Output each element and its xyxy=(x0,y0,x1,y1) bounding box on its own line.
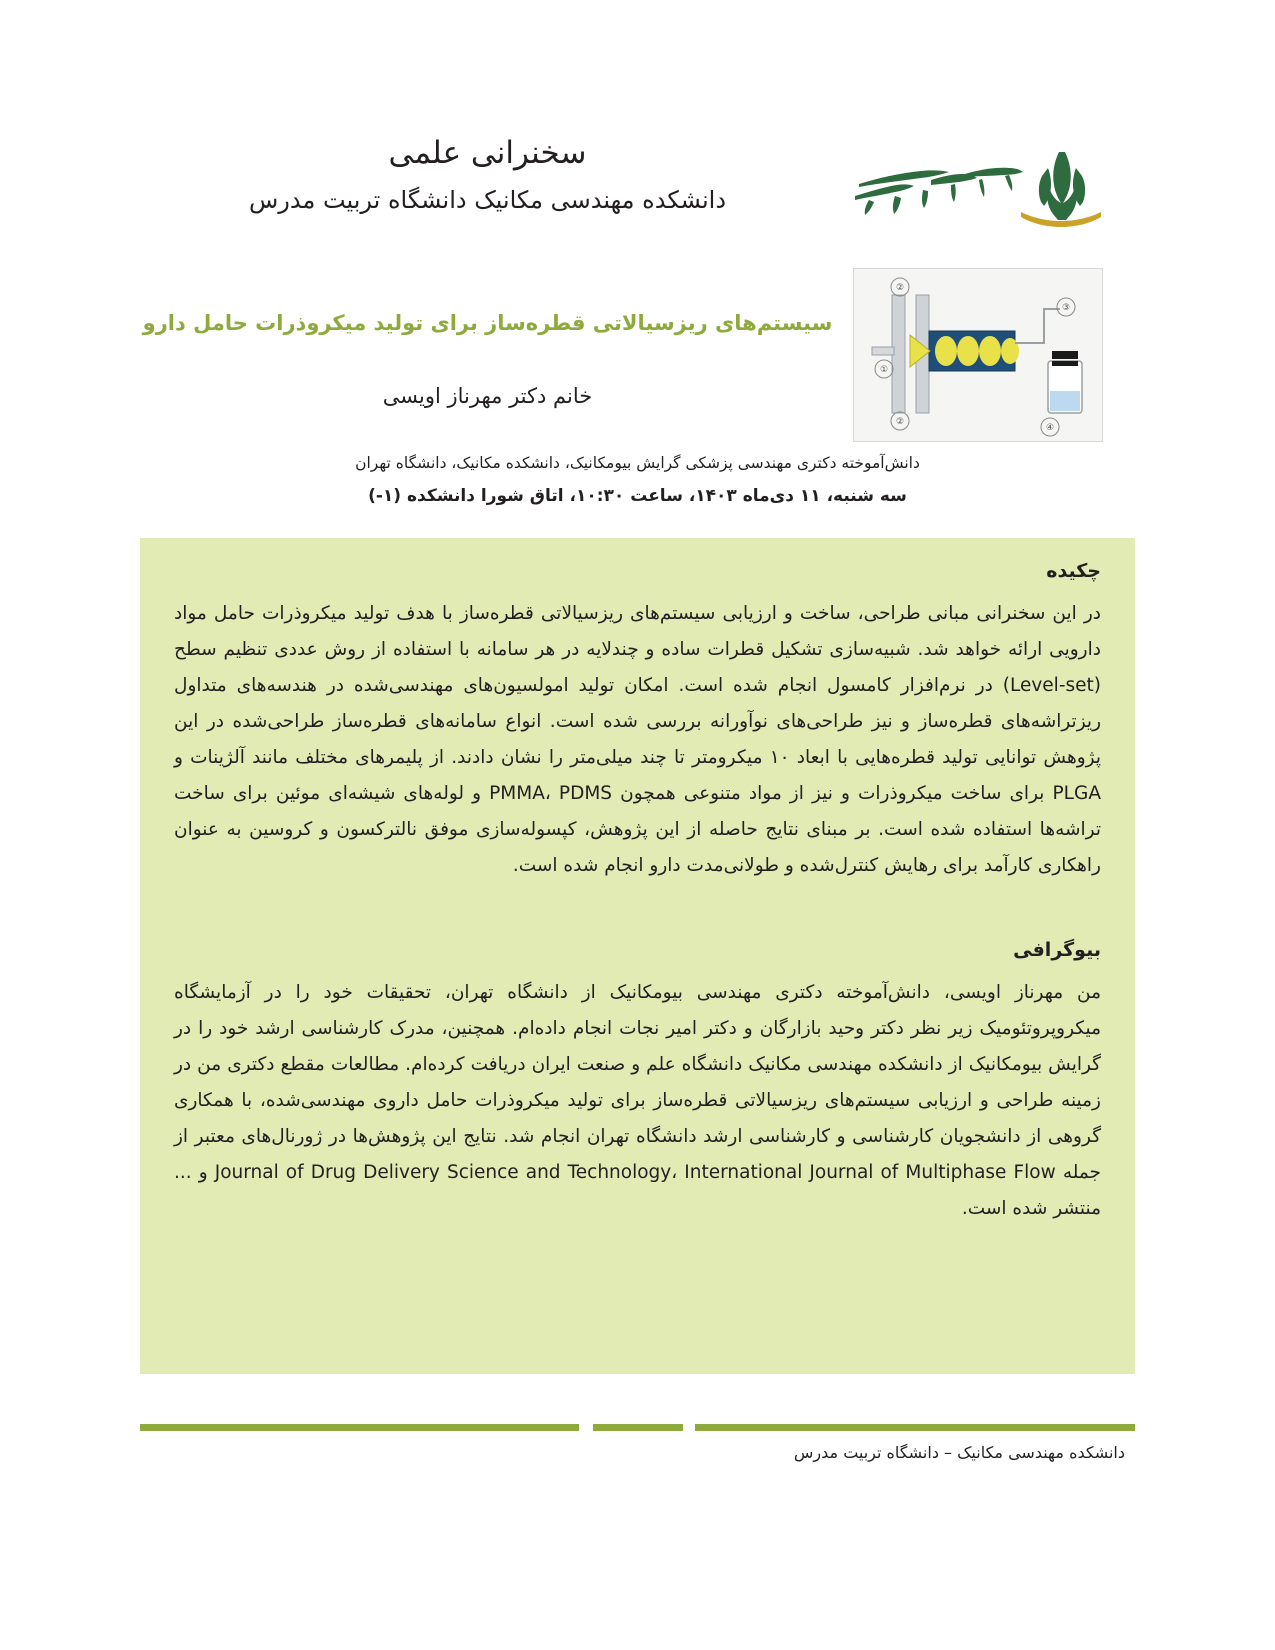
speaker-name: خانم دکتر مهرناز اویسی xyxy=(382,383,593,408)
lecture-info xyxy=(140,308,835,408)
microfluidic-device-figure xyxy=(853,268,1103,442)
content-panel xyxy=(140,538,1135,1374)
bio-heading: بیوگرافی xyxy=(1013,938,1101,961)
abstract-heading: چکیده xyxy=(1046,560,1101,582)
event-datetime: سه شنبه، ۱۱ دی‌ماه ۱۴۰۳، ساعت ۱۰:۳۰، اتاق شورا دانشکده (۱-) xyxy=(368,486,907,506)
abstract-text: در این سخنرانی مبانی طراحی، ساخت و ارزیابی سیستم‌های ریزسیالاتی قطره‌ساز با هدف تولید میکروذرات حامل مواد دارویی ارائه خواهد شد. شبیه‌سازی تشکیل قطرات ساده و چندلایه در هر سامانه با استفاده از روش عددی تنظیم سطح (Level-set) در نرم‌افزار کامسول انجام شده است. امکان تولید امولسیون‌های مهندسی‌شده در هندسه‌های متداول ریزتراشه‌های قطره‌ساز و نیز طراحی‌های نوآورانه بررسی شده است. انواع سامانه‌های قطره‌ساز طراحی‌شده در این پژوهش توانایی تولید قطره‌هایی با ابعاد ۱۰ میکرومتر تا چند میلی‌متر را نشان دادند. از پلیمرهای مختلف مانند آلژینات و PLGA برای ساخت میکروذرات و نیز از مواد متنوعی همچون PMMA، PDMS و لوله‌های شیشه‌ای موئین برای ساخت تراشه‌ها استفاده شده است. بر مبنای نتایج حاصله از این پژوهش، کپسوله‌سازی موفق نالترکسون و کروسین به عنوان راهکاری کارآمد برای رهایش کنترل‌شده و طولانی‌مدت دارو انجام شده است. xyxy=(174,603,1101,877)
svg-text:①: ① xyxy=(879,365,889,375)
footer-text: دانشکده مهندسی مکانیک – دانشگاه تربیت مدرس xyxy=(793,1443,1125,1462)
logo-icon xyxy=(845,140,1115,230)
bio-text: من مهرناز اویسی، دانش‌آموخته دکتری مهندسی بیومکانیک از دانشگاه تهران، تحقیقات خود را در آزمایشگاه میکروپروتئومیک زیر نظر دکتر وحید بازارگان و دکتر امیر نجات انجام داده‌ام. همچنین، مدرک کارشناسی ارشد خود را در گرایش بیومکانیک از دانشکده مهندسی مکانیک دانشگاه علم و صنعت ایران دریافت کرده‌ام. مطالعات مقطع دکتری من در زمینه طراحی و ارزیابی سیستم‌های ریزسیالاتی قطره‌ساز برای تولید میکروذرات حامل داروی مهندسی‌شده، با همکاری گروهی از دانشجویان کارشناسی و کارشناسی ارشد دانشگاه تهران انجام شد. نتایج این پژوهش‌ها در ژورنال‌های معتبر از جمله Journal of Drug Delivery Science and Technology، International Journal of Multiphase Flow و ... منتشر شده است. xyxy=(174,981,1101,1219)
header xyxy=(140,130,1135,260)
page-title: سخنرانی علمی xyxy=(388,135,587,171)
footer-rule-middle xyxy=(593,1424,683,1431)
microfluidics-diagram-icon xyxy=(854,269,1102,441)
university-logo xyxy=(845,140,1115,230)
svg-text:④: ④ xyxy=(1045,423,1055,433)
section-spacer xyxy=(174,885,1101,939)
lecture-title: سیستم‌های ریزسیالاتی قطره‌ساز برای تولید میکروذرات حامل دارو xyxy=(142,311,833,335)
footer-divider xyxy=(140,1424,1135,1431)
title-block xyxy=(140,130,835,219)
svg-text:②: ② xyxy=(895,417,905,427)
lecture-info-area xyxy=(140,268,1135,528)
speaker-affiliation: دانش‌آموخته دکتری مهندسی پزشکی گرایش بیومکانیک، دانشکده مکانیک، دانشگاه تهران xyxy=(355,454,920,472)
svg-text:③: ③ xyxy=(1061,303,1071,313)
svg-text:②: ② xyxy=(895,283,905,293)
footer-rule-left xyxy=(140,1424,579,1431)
page-subtitle: دانشکده مهندسی مکانیک دانشگاه تربیت مدرس xyxy=(248,185,727,214)
footer-rule-right xyxy=(695,1424,1135,1431)
